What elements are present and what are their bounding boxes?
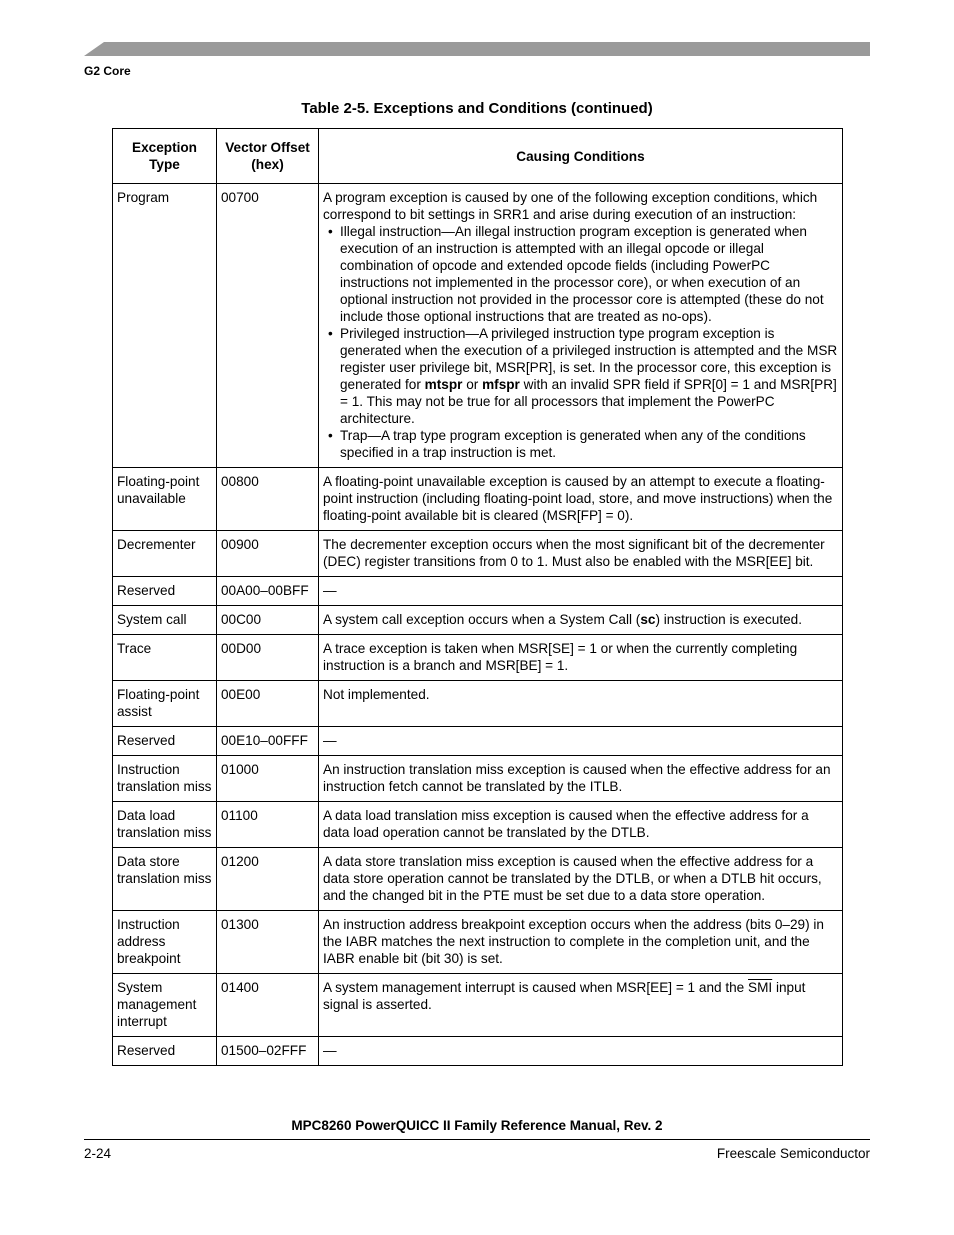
exception-type-cell: System call [113,606,217,635]
causing-conditions-cell: — [319,577,843,606]
table-row [113,635,843,681]
vector-offset-cell: 00700 [217,184,319,468]
table-row [113,911,843,974]
vector-offset-cell: 00D00 [217,635,319,681]
column-header-vector-offset: Vector Offset (hex) [217,129,319,184]
table-row [113,802,843,848]
table-row [113,848,843,911]
exception-type-cell: Floating-point unavailable [113,468,217,531]
table-row [113,468,843,531]
vector-offset-cell: 00C00 [217,606,319,635]
exception-type-cell: Reserved [113,727,217,756]
header-bar [84,42,870,56]
exception-type-cell: Data load translation miss [113,802,217,848]
signal-name: $\overline{SMI}$ [748,980,773,995]
table-row [113,531,843,577]
causing-conditions-cell: An instruction translation miss exception is caused when the effective address for an instruction fetch cannot be translated by the ITLB. [319,756,843,802]
causing-conditions-cell: A floating-point unavailable exception is caused by an attempt to execute a floating-point instruction (including floating-point load, store, and move instructions) when the floating-point available bit is cleared (MSR[FP] = 0). [319,468,843,531]
exception-type-cell: System management interrupt [113,974,217,1037]
causing-conditions-cell: — [319,1037,843,1066]
bullet-text: Privileged instruction—A privileged instruction type program exception is generated when the execution of a privileged instruction is attempted and the MSR register user privilege bit, MSR[PR], is set. In the processor core, this exception is generated for [340,326,838,392]
conditions-intro: A program exception is caused by one of the following exception conditions, which correspond to bit settings in SRR1 and arise during execution of an instruction: [323,190,818,222]
causing-conditions-cell: A data store translation miss exception is caused when the effective address for a data store operation cannot be translated by the DTLB, or when a DTLB hit occurs, and the changed bit in the PTE must be set due to a data store operation. [319,848,843,911]
column-header-causing-conditions: Causing Conditions [319,129,843,184]
vector-offset-cell: 01100 [217,802,319,848]
vector-offset-cell: 01200 [217,848,319,911]
exception-type-cell: Instruction address breakpoint [113,911,217,974]
exception-type-cell: Floating-point assist [113,681,217,727]
exception-type-cell: Reserved [113,1037,217,1066]
causing-conditions-cell: — [319,727,843,756]
exception-type-cell: Instruction translation miss [113,756,217,802]
column-header-exception-type: Exception Type [113,129,217,184]
table-row [113,974,843,1037]
table-title: Table 2-5. Exceptions and Conditions (continued) [301,100,653,117]
exception-type-cell: Program [113,184,217,468]
bullet-text: Illegal instruction—An illegal instruction program exception is generated when execution of an instruction is attempted with an illegal opcode or illegal combination of opcode and extended opcode fields (including PowerPC instructions not implemented in the processor core), or when execution of an optional instruction not provided in the processor core is attempted (these do not include those optional instructions that are treated as no-ops). [340,224,824,324]
causing-conditions-cell: Not implemented. [319,681,843,727]
vector-offset-cell: 01500–02FFF [217,1037,319,1066]
table-row [113,577,843,606]
list-item [323,223,838,325]
footer-divider [84,1139,870,1140]
bullet-text: or [462,377,483,392]
instruction-mnemonic: sc [640,612,656,627]
bullet-text: Trap—A trap type program exception is generated when any of the conditions specified in a trap instruction is met. [340,428,806,460]
causing-conditions-cell [319,974,843,1037]
page-number: 2-24 [84,1146,112,1161]
causing-conditions-cell: An instruction address breakpoint exception occurs when the address (bits 0–29) in the IABR matches the next instruction to complete in the completion unit, and the IABR enable bit (bit 30) is set. [319,911,843,974]
conditions-list [323,223,838,461]
conditions-text: ) instruction is executed. [655,612,803,627]
exception-type-cell: Decrementer [113,531,217,577]
vector-offset-cell: 01300 [217,911,319,974]
table-row [113,184,843,468]
footer-title: MPC8260 PowerQUICC II Family Reference Manual, Rev. 2 [291,1118,663,1133]
table-header-row [113,129,843,184]
conditions-text: input signal is asserted. [323,980,806,1012]
conditions-text: A system management interrupt is caused when MSR[EE] = 1 and the [323,980,749,995]
table-row [113,756,843,802]
causing-conditions-cell [319,184,843,468]
instruction-mnemonic: mtspr [424,377,463,392]
company-name: Freescale Semiconductor [716,1146,870,1161]
table-row [113,1037,843,1066]
table-row [113,727,843,756]
causing-conditions-cell: A trace exception is taken when MSR[SE] = 1 or when the currently completing instruction is a branch and MSR[BE] = 1. [319,635,843,681]
instruction-mnemonic: mfspr [482,377,520,392]
exceptions-table [112,128,843,1066]
list-item [323,325,838,427]
table-row [113,681,843,727]
causing-conditions-cell: The decrementer exception occurs when the most significant bit of the decrementer (DEC) register transitions from 0 to 1. Must also be enabled with the MSR[EE] bit. [319,531,843,577]
causing-conditions-cell: A data load translation miss exception is caused when the effective address for a data load operation cannot be translated by the DTLB. [319,802,843,848]
table-row [113,606,843,635]
section-label: G2 Core [84,64,131,78]
vector-offset-cell: 01400 [217,974,319,1037]
vector-offset-cell: 00800 [217,468,319,531]
conditions-text: A system call exception occurs when a System Call ( [323,612,641,627]
vector-offset-cell: 00E00 [217,681,319,727]
bullet-text: with an invalid SPR field if SPR[0] = 1 and MSR[PR] = 1. This may not be true for all processors that implement the PowerPC architecture. [340,377,837,426]
exception-type-cell: Data store translation miss [113,848,217,911]
vector-offset-cell: 00A00–00BFF [217,577,319,606]
vector-offset-cell: 00E10–00FFF [217,727,319,756]
vector-offset-cell: 01000 [217,756,319,802]
exception-type-cell: Reserved [113,577,217,606]
list-item [323,427,838,461]
exception-type-cell: Trace [113,635,217,681]
causing-conditions-cell [319,606,843,635]
vector-offset-cell: 00900 [217,531,319,577]
